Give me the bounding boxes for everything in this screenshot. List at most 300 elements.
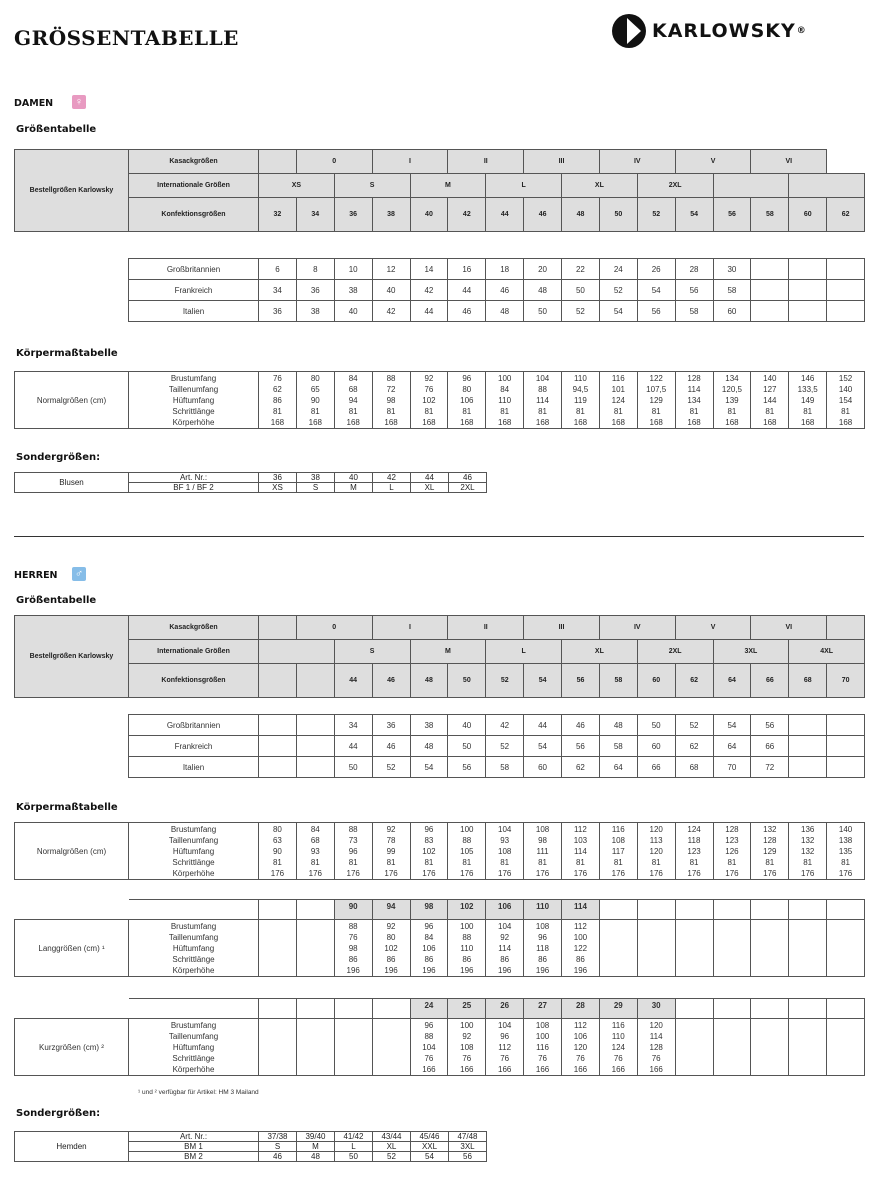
damen-sizes-heading: Größentabelle [16, 124, 97, 135]
special-label: Blusen [15, 473, 129, 493]
size-header-cell: 102 [448, 900, 486, 920]
measure-value: 81 [727, 858, 737, 867]
special-cell: L [335, 1142, 373, 1152]
country-cell: 46 [448, 301, 486, 322]
spacer [15, 900, 129, 920]
female-symbol-icon: ♀ [72, 95, 86, 109]
size-cell [713, 174, 789, 198]
country-cell: 40 [334, 301, 372, 322]
section-divider [14, 536, 864, 537]
special-cell: 36 [259, 473, 297, 483]
measure-value: 76 [462, 1054, 472, 1063]
size-header-cell [675, 900, 713, 920]
measure-value: 176 [763, 869, 777, 878]
measure-value: 81 [651, 407, 661, 416]
size-cell: 36 [334, 198, 372, 232]
measure-value: 92 [500, 933, 510, 942]
measure-value: 108 [535, 1021, 550, 1030]
country-cell [827, 736, 865, 757]
size-cell [259, 640, 335, 664]
size-cell: V [675, 616, 751, 640]
measure-value: 108 [535, 825, 550, 834]
country-label: Großbritannien [129, 259, 259, 280]
size-cell: 54 [675, 198, 713, 232]
empty-cell [372, 1019, 410, 1076]
size-header-cell: 114 [562, 900, 600, 920]
measure-value: 129 [649, 396, 663, 405]
measure-value: 136 [801, 825, 815, 834]
measure-value: 114 [574, 847, 587, 856]
country-row [129, 757, 865, 778]
measure-value: 81 [803, 407, 813, 416]
size-cell: XS [259, 174, 335, 198]
measure-column [789, 372, 827, 429]
special-cell: 2XL [449, 483, 487, 493]
size-cell: L [486, 174, 562, 198]
country-cell: 52 [562, 301, 600, 322]
measure-value: 128 [687, 374, 701, 383]
measure-column [524, 372, 562, 429]
size-cell: 58 [751, 198, 789, 232]
size-cell [259, 616, 297, 640]
size-row-label: Kasackgrößen [129, 616, 259, 640]
measure-value: 96 [500, 1032, 510, 1041]
country-cell: 30 [713, 259, 751, 280]
empty-cell [751, 1019, 789, 1076]
size-cell: III [524, 616, 600, 640]
country-cell: 54 [637, 280, 675, 301]
measure-value: 120 [649, 1021, 663, 1030]
measure-value: 81 [613, 858, 623, 867]
country-cell: 50 [334, 757, 372, 778]
size-cell: 60 [637, 664, 675, 698]
measure-value: 81 [765, 858, 775, 867]
size-cell: III [524, 150, 600, 174]
measure-value: 106 [422, 944, 436, 953]
measure-value: 120,5 [721, 385, 742, 394]
size-header-cell: 29 [599, 999, 637, 1019]
measure-value: 124 [611, 396, 625, 405]
size-cell: L [486, 640, 562, 664]
country-cell: 46 [562, 715, 600, 736]
measure-value: 81 [689, 858, 699, 867]
measure-column [410, 1019, 448, 1076]
country-cell: 50 [562, 280, 600, 301]
damen-special-heading: Sondergrößen: [16, 452, 101, 463]
herren-short-table [14, 998, 865, 1076]
measure-value: 168 [801, 418, 815, 427]
measure-value: 76 [651, 1054, 661, 1063]
measure-value: 114 [498, 944, 512, 953]
measure-value: 81 [500, 858, 510, 867]
special-cell: 38 [297, 473, 335, 483]
measure-row-label: Normalgrößen (cm) [15, 372, 129, 429]
measure-value: 88 [386, 374, 396, 383]
damen-special-table [14, 472, 487, 493]
measure-value: 96 [424, 825, 434, 834]
size-cell: 4XL [789, 640, 865, 664]
country-cell [789, 259, 827, 280]
special-cell: 43/44 [373, 1132, 411, 1142]
country-cell: 44 [448, 280, 486, 301]
measure-value: 132 [763, 825, 777, 834]
size-cell: 64 [713, 664, 751, 698]
country-cell [789, 301, 827, 322]
measure-value: 112 [574, 1021, 587, 1030]
measure-row-label: Normalgrößen (cm) [15, 823, 129, 880]
special-cell: 41/42 [335, 1132, 373, 1142]
measure-column [486, 920, 524, 977]
country-cell: 38 [410, 715, 448, 736]
measure-value: Hüftumfang [172, 944, 215, 953]
measure-value: 92 [386, 922, 396, 931]
measure-value: 166 [422, 1065, 436, 1074]
measure-row-label: Kurzgrößen (cm) ² [15, 1019, 129, 1076]
measure-value: 100 [535, 1032, 550, 1041]
measure-names [129, 372, 259, 429]
country-cell: 58 [599, 736, 637, 757]
measure-value: Hüftumfang [172, 396, 215, 405]
size-cell: S [334, 640, 410, 664]
size-header-cell [334, 999, 372, 1019]
measure-value: 84 [310, 825, 320, 834]
measure-row [15, 823, 865, 880]
measure-value: 81 [765, 407, 775, 416]
measure-column [334, 372, 372, 429]
size-cell: 32 [259, 198, 297, 232]
special-cell: 46 [259, 1152, 297, 1162]
size-row [15, 616, 865, 640]
special-cell: M [297, 1142, 335, 1152]
size-cell: 48 [410, 664, 448, 698]
measure-column [448, 920, 486, 977]
empty-cell [675, 1019, 713, 1076]
measure-value: 168 [838, 418, 853, 427]
measure-row [15, 920, 865, 977]
measure-value: 149 [801, 396, 815, 405]
measure-row [15, 1019, 865, 1076]
measure-value: 108 [611, 836, 625, 845]
measure-value: 168 [270, 418, 285, 427]
country-row [129, 259, 865, 280]
measure-value: 107,5 [646, 385, 667, 394]
special-row-label: Art. Nr.: [129, 1132, 259, 1142]
herren-special-heading: Sondergrößen: [16, 1108, 101, 1119]
country-cell: 38 [334, 280, 372, 301]
country-cell: 58 [675, 301, 713, 322]
special-cell: L [373, 483, 411, 493]
measure-value: 111 [536, 847, 549, 856]
brand-mark-icon [612, 14, 646, 48]
measure-value: 118 [536, 944, 549, 953]
measure-value: 83 [424, 836, 434, 845]
country-cell: 52 [372, 757, 410, 778]
measure-value: 108 [498, 847, 512, 856]
measure-value: 98 [386, 396, 396, 405]
size-row-label: Internationale Größen [129, 640, 259, 664]
measure-value: 122 [573, 944, 588, 953]
country-cell: 52 [486, 736, 524, 757]
footnote: ¹ und ² verfügbar für Artikel: HM 3 Mailand [138, 1089, 259, 1096]
empty-cell [259, 920, 297, 977]
country-cell: 14 [410, 259, 448, 280]
measure-value: 96 [424, 922, 434, 931]
measure-value: 168 [649, 418, 663, 427]
herren-special-table [14, 1131, 487, 1162]
country-cell [789, 280, 827, 301]
country-cell: 36 [372, 715, 410, 736]
male-symbol-icon: ♂ [72, 567, 86, 581]
country-cell: 66 [637, 757, 675, 778]
measure-value: 105 [460, 847, 474, 856]
measure-column [637, 1019, 675, 1076]
measure-value: 104 [498, 922, 512, 931]
country-cell: 58 [486, 757, 524, 778]
measure-value: 168 [346, 418, 360, 427]
country-row [129, 280, 865, 301]
measure-value: 86 [424, 955, 434, 964]
measure-value: Taillenumfang [168, 933, 219, 942]
size-header-cell [713, 900, 751, 920]
size-cell: XL [562, 640, 638, 664]
special-row-label: Art. Nr.: [129, 473, 259, 483]
country-cell: 56 [637, 301, 675, 322]
measure-value: 81 [424, 407, 434, 416]
measure-value: 76 [272, 374, 282, 383]
measure-column [448, 823, 486, 880]
measure-names [129, 823, 259, 880]
measure-value: 114 [687, 385, 701, 394]
measure-value: 81 [538, 858, 548, 867]
measure-value: Schrittlänge [172, 407, 215, 416]
measure-value: 154 [838, 396, 853, 405]
measure-value: 114 [536, 396, 549, 405]
country-cell: 34 [334, 715, 372, 736]
measure-value: 80 [462, 385, 472, 394]
country-cell: 50 [448, 736, 486, 757]
measure-column [524, 1019, 562, 1076]
special-cell: XL [373, 1142, 411, 1152]
measure-value: 88 [424, 1032, 434, 1041]
country-cell: 60 [524, 757, 562, 778]
measure-value: 119 [574, 396, 587, 405]
size-row-label: Internationale Größen [129, 174, 259, 198]
size-header-cell: 98 [410, 900, 448, 920]
measure-value: 176 [838, 869, 853, 878]
size-row [15, 664, 865, 698]
special-cell: XXL [411, 1142, 449, 1152]
measure-value: 120 [573, 1043, 588, 1052]
measure-value: 81 [348, 858, 358, 867]
measure-column [751, 823, 789, 880]
measure-column [486, 823, 524, 880]
measure-value: 112 [574, 922, 587, 931]
measure-value: 86 [386, 955, 396, 964]
measure-value: 166 [535, 1065, 550, 1074]
size-cell: 46 [372, 664, 410, 698]
measure-column [334, 823, 372, 880]
measure-column [524, 920, 562, 977]
size-cell: 48 [562, 198, 600, 232]
special-row [15, 1132, 487, 1142]
country-label: Großbritannien [129, 715, 259, 736]
country-cell: 64 [713, 736, 751, 757]
measure-value: 72 [386, 385, 396, 394]
measure-value: 168 [460, 418, 474, 427]
special-cell: XS [259, 483, 297, 493]
country-cell [296, 736, 334, 757]
country-cell: 48 [486, 301, 524, 322]
special-row-label: BM 1 [129, 1142, 259, 1152]
size-header-cell [296, 999, 334, 1019]
empty-cell [675, 920, 713, 977]
measure-value: 196 [384, 966, 398, 975]
measure-value: 81 [689, 407, 699, 416]
measure-value: 102 [422, 396, 436, 405]
measure-value: 76 [424, 1054, 434, 1063]
brand-name: KARLOWSKY [652, 20, 796, 42]
measure-value: 92 [424, 374, 434, 383]
measure-value: 140 [838, 825, 853, 834]
size-header-cell: 30 [637, 999, 675, 1019]
size-cell: 42 [448, 198, 486, 232]
measure-value: 100 [460, 922, 474, 931]
measure-value: 176 [649, 869, 663, 878]
measure-value: 63 [272, 836, 282, 845]
measure-value: 176 [573, 869, 588, 878]
measure-value: 90 [310, 396, 320, 405]
special-cell: 39/40 [297, 1132, 335, 1142]
measure-value: 88 [462, 836, 472, 845]
measure-value: 65 [310, 385, 320, 394]
special-cell: S [297, 483, 335, 493]
measure-value: 88 [462, 933, 472, 942]
size-header-cell: 106 [486, 900, 524, 920]
measure-column [259, 372, 297, 429]
size-header-cell [827, 999, 865, 1019]
country-cell: 18 [486, 259, 524, 280]
country-cell: 16 [448, 259, 486, 280]
measure-value: 99 [386, 847, 396, 856]
measure-value: 168 [535, 418, 550, 427]
measure-column [599, 372, 637, 429]
size-row [15, 150, 865, 174]
empty-cell [827, 1019, 865, 1076]
country-cell: 8 [296, 259, 334, 280]
special-row-label: BF 1 / BF 2 [129, 483, 259, 493]
size-header-cell: 24 [410, 999, 448, 1019]
measure-value: 96 [538, 933, 548, 942]
size-cell: 54 [524, 664, 562, 698]
measure-value: 76 [500, 1054, 510, 1063]
measure-value: 81 [386, 858, 396, 867]
measure-value: 101 [611, 385, 625, 394]
measure-value: 92 [462, 1032, 472, 1041]
measure-column [751, 372, 789, 429]
measure-value: 110 [611, 1032, 625, 1041]
measure-column [562, 1019, 600, 1076]
measure-value: 81 [424, 858, 434, 867]
measure-column [562, 920, 600, 977]
measure-column [448, 1019, 486, 1076]
size-cell: I [372, 616, 448, 640]
measure-row-label: Langgrößen (cm) ¹ [15, 920, 129, 977]
country-cell: 56 [562, 736, 600, 757]
country-cell: 22 [562, 259, 600, 280]
measure-value: 116 [611, 825, 625, 834]
country-cell: 54 [713, 715, 751, 736]
measure-value: 116 [611, 1021, 625, 1030]
measure-value: 106 [460, 396, 474, 405]
country-cell: 54 [410, 757, 448, 778]
measure-value: 94 [348, 396, 358, 405]
size-header-cell: 28 [562, 999, 600, 1019]
measure-value: 93 [310, 847, 320, 856]
measure-value: 76 [575, 1054, 585, 1063]
size-cell: S [334, 174, 410, 198]
size-header-cell [259, 900, 297, 920]
herren-country-table [128, 714, 865, 778]
size-cell: V [675, 150, 751, 174]
special-cell: 52 [373, 1152, 411, 1162]
size-header-cell: 25 [448, 999, 486, 1019]
measure-value: 81 [272, 407, 282, 416]
country-cell: 38 [296, 301, 334, 322]
size-header-cell [789, 999, 827, 1019]
size-cell: 62 [827, 198, 865, 232]
measure-value: 68 [310, 836, 320, 845]
measure-value: 81 [462, 858, 472, 867]
measure-value: 118 [687, 836, 701, 845]
measure-value: 102 [422, 847, 436, 856]
measure-value: 94,5 [572, 385, 589, 394]
measure-names [129, 1019, 259, 1076]
measure-value: Körperhöhe [172, 869, 215, 878]
empty-cell [599, 920, 637, 977]
country-cell: 34 [259, 280, 297, 301]
size-row-label: Konfektionsgrößen [129, 664, 259, 698]
measure-value: 116 [611, 374, 625, 383]
measure-value: 92 [386, 825, 396, 834]
size-cell: 56 [713, 198, 751, 232]
measure-column [599, 823, 637, 880]
country-cell: 66 [751, 736, 789, 757]
size-cell: 68 [789, 664, 827, 698]
country-cell [789, 757, 827, 778]
size-cell: 62 [675, 664, 713, 698]
measure-value: 176 [460, 869, 474, 878]
measure-value: Schrittlänge [172, 858, 215, 867]
country-cell [827, 259, 865, 280]
country-cell: 68 [675, 757, 713, 778]
country-cell [827, 301, 865, 322]
measure-value: 81 [613, 407, 623, 416]
measure-column [827, 372, 865, 429]
measure-value: 86 [500, 955, 510, 964]
size-cell: 0 [296, 150, 372, 174]
country-cell: 40 [448, 715, 486, 736]
country-cell [751, 301, 789, 322]
country-cell: 70 [713, 757, 751, 778]
measure-value: 140 [763, 374, 777, 383]
measure-value: 176 [725, 869, 739, 878]
special-cell: 46 [449, 473, 487, 483]
measure-value: 76 [538, 1054, 548, 1063]
spacer [129, 900, 259, 920]
country-cell: 52 [675, 715, 713, 736]
measure-value: 196 [460, 966, 474, 975]
size-header-row [15, 900, 865, 920]
